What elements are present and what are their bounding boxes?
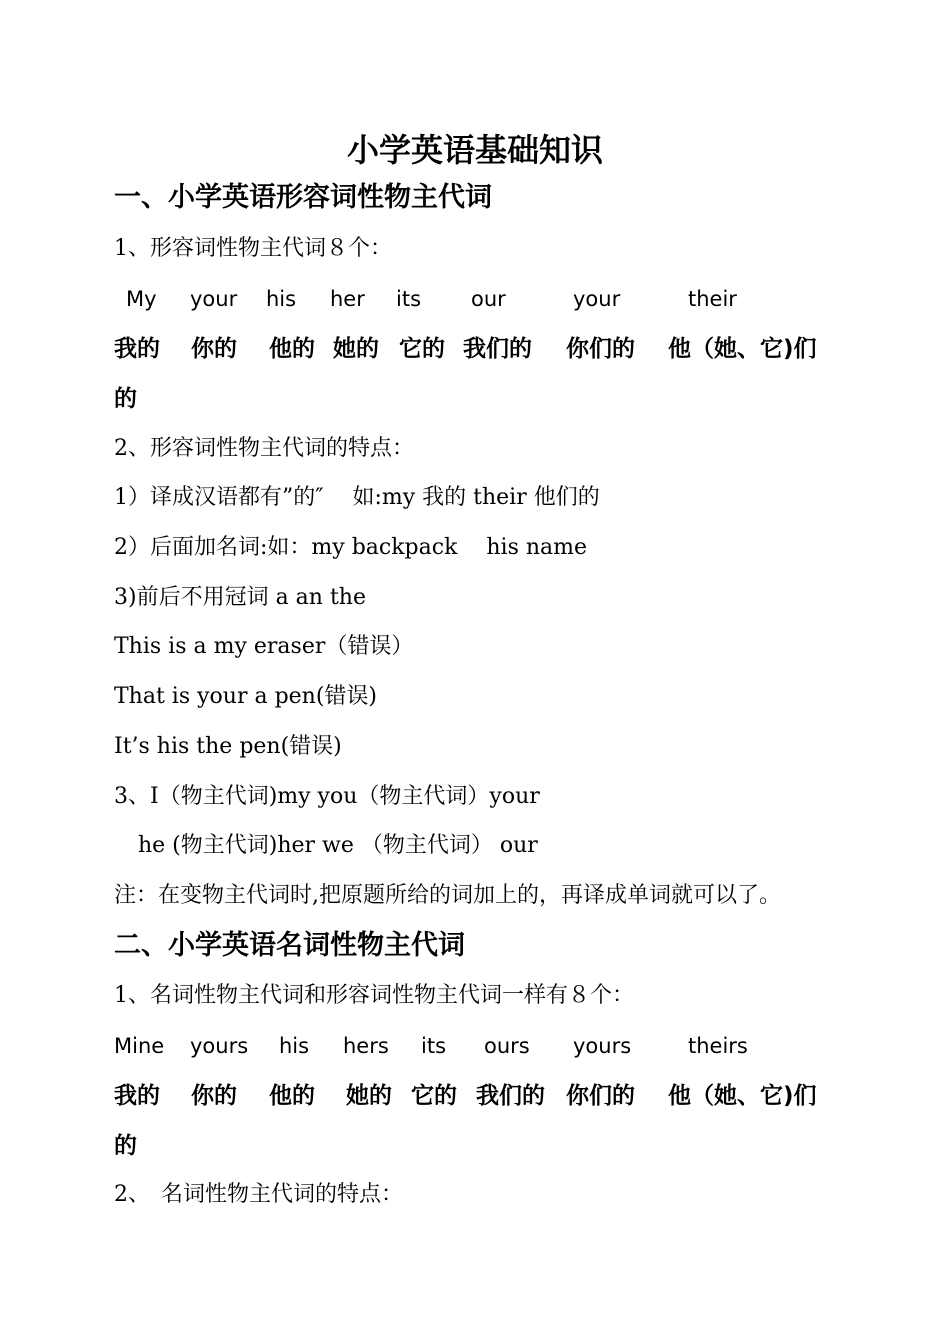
section-1-cn-words-row bbox=[0, 334, 950, 364]
en-word: hers bbox=[343, 1034, 389, 1058]
cn-word: 你的 bbox=[191, 1083, 237, 1109]
section-1-paragraph-9: 3、I（物主代词)my you（物主代词）your bbox=[114, 784, 540, 809]
cn-word: 它的 bbox=[399, 336, 445, 362]
section-1-paragraph-8: It’s his the pen(错误) bbox=[114, 734, 342, 759]
section-2-paragraph-2: 2、 名词性物主代词的特点： bbox=[114, 1182, 403, 1207]
section-2-en-words-row bbox=[0, 1031, 950, 1061]
en-word: its bbox=[421, 1034, 447, 1058]
en-word: your bbox=[573, 287, 621, 311]
cn-word: 他的 bbox=[269, 336, 315, 362]
section-1-paragraph-7: That is your a pen(错误) bbox=[114, 684, 378, 709]
en-word: ours bbox=[484, 1034, 530, 1058]
section-1-paragraph-2: 2、形容词性物主代词的特点： bbox=[114, 436, 414, 461]
en-word: his bbox=[266, 287, 297, 311]
cn-word: 你们的 bbox=[566, 1083, 635, 1109]
page-title: 小学英语基础知识 bbox=[346, 131, 603, 169]
cn-word: 我的 bbox=[114, 336, 160, 362]
section-2-paragraph-1: 1、名词性物主代词和形容词性物主代词一样有８个： bbox=[114, 983, 634, 1008]
section-1-note: 注：在变物主代词时,把原题所给的词加上的，再译成单词就可以了。 bbox=[114, 883, 781, 908]
cn-word: 他（她、它)们 bbox=[668, 1083, 817, 1109]
section-2-cn-wrap-row bbox=[0, 1131, 950, 1161]
cn-word: 她的 bbox=[346, 1083, 392, 1109]
en-word: their bbox=[688, 287, 737, 311]
cn-word-wrap: 的 bbox=[114, 1133, 137, 1159]
section-2-heading: 二、小学英语名词性物主代词 bbox=[114, 930, 465, 961]
en-word: your bbox=[190, 287, 238, 311]
cn-word: 他的 bbox=[269, 1083, 315, 1109]
en-word: his bbox=[279, 1034, 310, 1058]
section-1-cn-wrap-row bbox=[0, 384, 950, 414]
section-1-paragraph-10: he (物主代词)her we （物主代词） our bbox=[138, 833, 538, 858]
en-word: its bbox=[396, 287, 422, 311]
en-word: our bbox=[471, 287, 506, 311]
cn-word: 你的 bbox=[191, 336, 237, 362]
section-2-cn-words-row bbox=[0, 1081, 950, 1111]
section-1-paragraph-1: 1、形容词性物主代词８个： bbox=[114, 236, 392, 261]
cn-word: 我的 bbox=[114, 1083, 160, 1109]
en-word: yours bbox=[190, 1034, 249, 1058]
cn-word: 你们的 bbox=[566, 336, 635, 362]
en-word: theirs bbox=[688, 1034, 748, 1058]
cn-word: 她的 bbox=[333, 336, 379, 362]
cn-word: 我们的 bbox=[476, 1083, 545, 1109]
en-word: My bbox=[126, 287, 157, 311]
cn-word: 我们的 bbox=[463, 336, 532, 362]
section-1-paragraph-3: 1）译成汉语都有”的″ 如:my 我的 their 他们的 bbox=[114, 485, 600, 510]
cn-word: 它的 bbox=[411, 1083, 457, 1109]
cn-word-wrap: 的 bbox=[114, 386, 137, 412]
section-1-en-words-row bbox=[0, 284, 950, 314]
en-word: her bbox=[330, 287, 365, 311]
en-word: Mine bbox=[114, 1034, 165, 1058]
section-1-paragraph-4: 2）后面加名词:如：my backpack his name bbox=[114, 535, 588, 560]
section-1-paragraph-5: 3)前后不用冠词 a an the bbox=[114, 585, 366, 610]
section-1-heading: 一、小学英语形容词性物主代词 bbox=[114, 182, 492, 213]
cn-word: 他（她、它)们 bbox=[668, 336, 817, 362]
en-word: yours bbox=[573, 1034, 632, 1058]
section-1-paragraph-6: This is a my eraser（错误） bbox=[114, 634, 414, 659]
